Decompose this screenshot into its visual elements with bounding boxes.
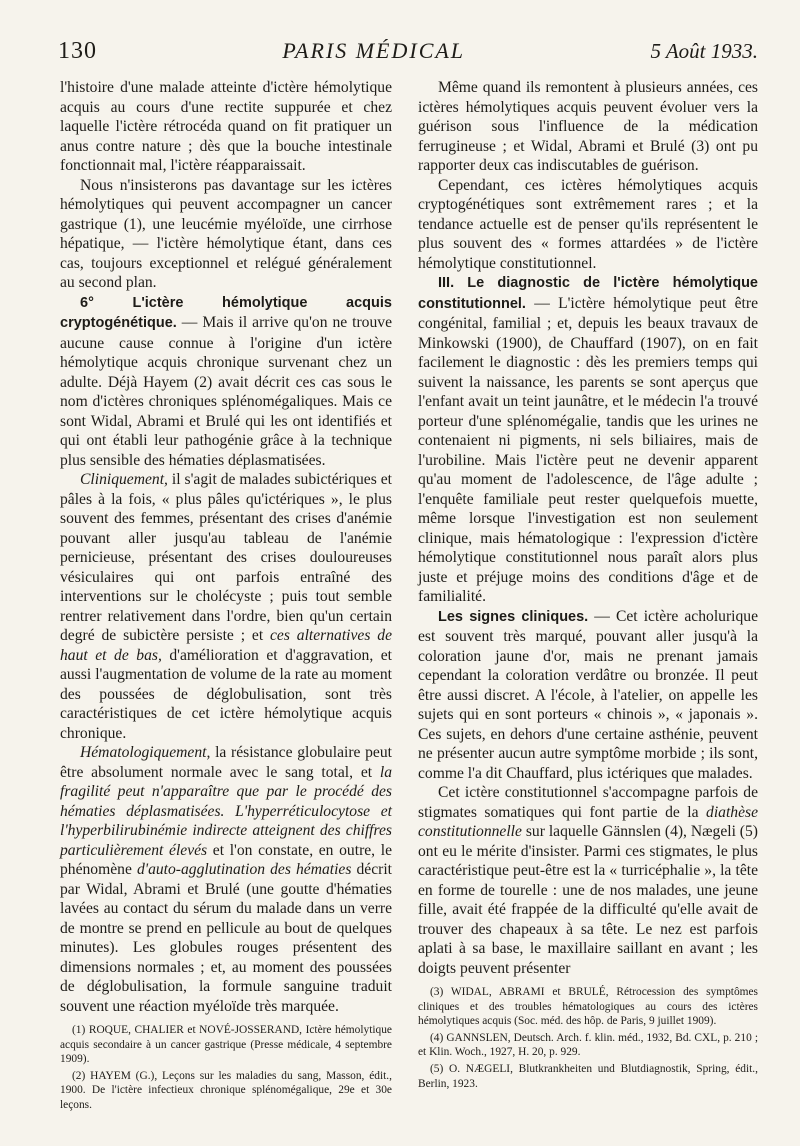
right-footnotes [418, 985, 758, 1091]
section-6 [60, 293, 392, 471]
paragraph-hematology [60, 743, 392, 1016]
stigmata-text-a: Cet ictère constitutionnel s'accompagne parfois de stigmates somatiques qui font partie de la [418, 784, 758, 821]
page-header [58, 38, 758, 74]
journal-title: PARIS MÉDICAL [282, 38, 466, 63]
clinical-text-b: d'amélioration et d'aggravation, et aussi l'augmentation de volume de la rate au moment des poussées de déglobulisation, sont très caractéristiques de cet ictère hémolytique acquis chronique. [60, 646, 393, 742]
hematology-text-b: et l'on constate, en outre, le phénomène [60, 841, 392, 878]
footnote-2: (2) HAYEM (G.), Leçons sur les maladies du sang, Masson, édit., 1900. De l'ictère infectieux chronique splénomégalique, 29e et 30e leçons. [60, 1069, 392, 1111]
left-column [60, 78, 392, 1115]
paragraph-continued: l'histoire d'une malade atteinte d'ictère hémolytique acquis au cours d'une rectite suppurée et chez laquelle l'ictère rétrocéda quand on fit pratiquer un anus contre nature ; dès que la bouche intestinale fonctionnait mal, l'ictère réapparaissait. [60, 79, 392, 174]
left-footnotes [60, 1023, 392, 1113]
stigmata-italic: diathèse constitutionnelle [418, 803, 758, 840]
section-6-heading: 6° L'ictère hémolytique acquis cryptogénétique. [60, 294, 392, 331]
section-6-body: — Mais il arrive qu'on ne trouve aucune cause connue à l'origine d'un ictère hémolytique acquis chronique survenant chez un adulte. Déjà Hayem (2) avait décrit ces cas sous le nom d'ictères chroniques splénomégaliques. Mais ce sont Widal, Abrami et Brulé qui les ont identifiés et qui ont établi leur pathogénie grâce à la technique plus sensible des hématies déplasmatisées. [60, 314, 392, 469]
section-3 [418, 273, 758, 607]
right-column [418, 78, 758, 1093]
paragraph-rarity: Cependant, ces ictères hémolytiques acquis cryptogénétiques sont extrêmement rares ; et la tendance actuelle est de penser qu'ils représentent le plus souvent des « formes attardées » de l'ictère hémolytique constitutionnel. [418, 176, 758, 272]
hematology-italic-1: la fragilité peut n'apparaître que par le procédé des hématies déplasmatisées. L'hyperréticulocytose et l'hyperbilirubinémie indirecte atteignent des chiffres particulièrement élevés [60, 763, 392, 859]
hematology-lead: Hématologiquement, [80, 744, 211, 761]
paragraph-healing: Même quand ils remontent à plusieurs années, ces ictères hémolytiques acquis peuvent évoluer vers la guérison sous l'influence de la médication ferrugineuse ; et Widal, Abrami et Brulé (3) ont pu rapporter deux cas indiscutables de guérison. [418, 79, 758, 174]
footnote-3: (3) WIDAL, ABRAMI et BRULÉ, Rétrocession des symptômes cliniques et des troubles hématologiques au cours des ictères hémolytiques acquis (Soc. méd. des hôp. de Paris, 9 juillet 1909). [418, 986, 758, 1028]
clinical-signs-heading: Les signes cliniques. [438, 608, 589, 625]
stigmata-text-b: sur laquelle Gännslen (4), Nægeli (5) ont eu le mérite d'insister. Parmi ces stigmates, le plus caractéristique peut-être est la « turricéphalie », la tête en forme de tourelle : une de nos malades, une jeune fille, avait été frappée de la difficulté qu'elle avait de trouver des chapeaux à sa tête. Le nez est parfois aplati à sa base, le maxillaire saillant en avant ; les doigts peuvent présenter [418, 823, 758, 977]
clinical-signs-body: — Cet ictère acholurique est souvent très marqué, pouvant aller jusqu'à la coloration jaune d'or, mais ne prenant jamais cependant la coloration verdâtre ou bronzée. Il peut être aussi discret. A l'école, à l'atelier, on appelle les sujets qui en sont porteurs « chinois », « japonais ». Ces sujets, en dehors d'une certaine asthénie, peuvent ne présenter aucun autre symptôme morbide ; ils sont, comme l'a dit Chauffard, plus ictériques que malades. [418, 607, 758, 782]
section-3-body: — L'ictère hémolytique peut être congénital, familial ; et, depuis les beaux travaux de Minkowski (1900), de Chauffard (1907), on en fait facilement le diagnostic : dès les premiers temps qui suivent la naissance, les parents se sont aperçus que l'enfant avait un teint jaunâtre, et le médecin l'a trouvé porteur d'une splénomégalie, tandis que les urines ne contenaient ni pigments, ni sels biliaires, mais de l'urobiline. Mais l'ictère peut ne devenir apparent qu'au moment de l'adolescence, de l'âge adulte ; l'enquête familiale peut rester quelquefois muette, même lorsque l'investigation est non seulement clinique, mais hématologique : l'expression d'ictère hémolytique constitutionnel nous paraît alors plus juste et préjuge moins des conditions d'âge et de familialité. [418, 294, 758, 605]
page-number: 130 [58, 38, 97, 64]
hematology-text-c: décrit par Widal, Abrami et Brulé (une goutte d'hématies lavées au contact du sérum du malade dans un verre de montre se prend en pellicule au bout de quelques minutes). Les globules rouges présentent des dimensions normales ; et, au moment des poussées de déglobulisation, la formule sanguine traduit souvent une réaction myéloïde très marquée. [60, 861, 392, 1015]
paragraph-clinical-signs [418, 607, 758, 784]
section-3-heading: III. Le diagnostic de l'ictère hémolytique constitutionnel. [418, 275, 758, 312]
footnote-1: (1) ROQUE, CHALIER et NOVÉ-JOSSERAND, Ictère hémolytique acquis secondaire à un cancer gastrique (Presse médicale, 4 septembre 1909). [60, 1024, 392, 1066]
hematology-italic-2: d'auto-agglutination des hématies [136, 861, 352, 878]
paragraph-clinical [60, 470, 392, 743]
footnote-5: (5) O. NÆGELI, Blutkrankheiten und Blutdiagnostik, Spring, édit., Berlin, 1923. [418, 1062, 758, 1090]
paragraph-other-cases: Nous n'insisterons pas davantage sur les ictères hémolytiques qui peuvent accompagner un cancer gastrique (1), une leucémie myéloïde, une cirrhose hépatique, — l'ictère hémolytique étant, dans ces cas, toujours exceptionnel et relégué généralement au second plan. [60, 176, 392, 291]
clinical-text-a: il s'agit de malades subictériques et pâles à la fois, « plus pâles qu'ictériques », le plus souvent des femmes, présentant des crises d'anémie pouvant aller jusqu'au tableau de l'anémie pernicieuse, présentant des crises douloureuses vésiculaires qui ont parfois entraîné des interventions sur le cholécyste ; puis tout semble rentrer relativement dans l'ordre, bien qu'un certain degré de subictère persiste ; et [60, 471, 392, 644]
clinical-lead: Cliniquement, [80, 471, 168, 488]
footnote-4: (4) GANNSLEN, Deutsch. Arch. f. klin. méd., 1932, Bd. CXL, p. 210 ; et Klin. Woch., 1927, H. 20, p. 929. [418, 1031, 758, 1059]
paragraph-stigmata [418, 783, 758, 978]
hematology-text-a: la résistance globulaire peut être absolument normale avec le sang total, et [60, 744, 392, 781]
clinical-italic: ces alternatives de haut et de bas, [60, 627, 392, 664]
issue-date: 5 Août 1933. [650, 39, 758, 63]
